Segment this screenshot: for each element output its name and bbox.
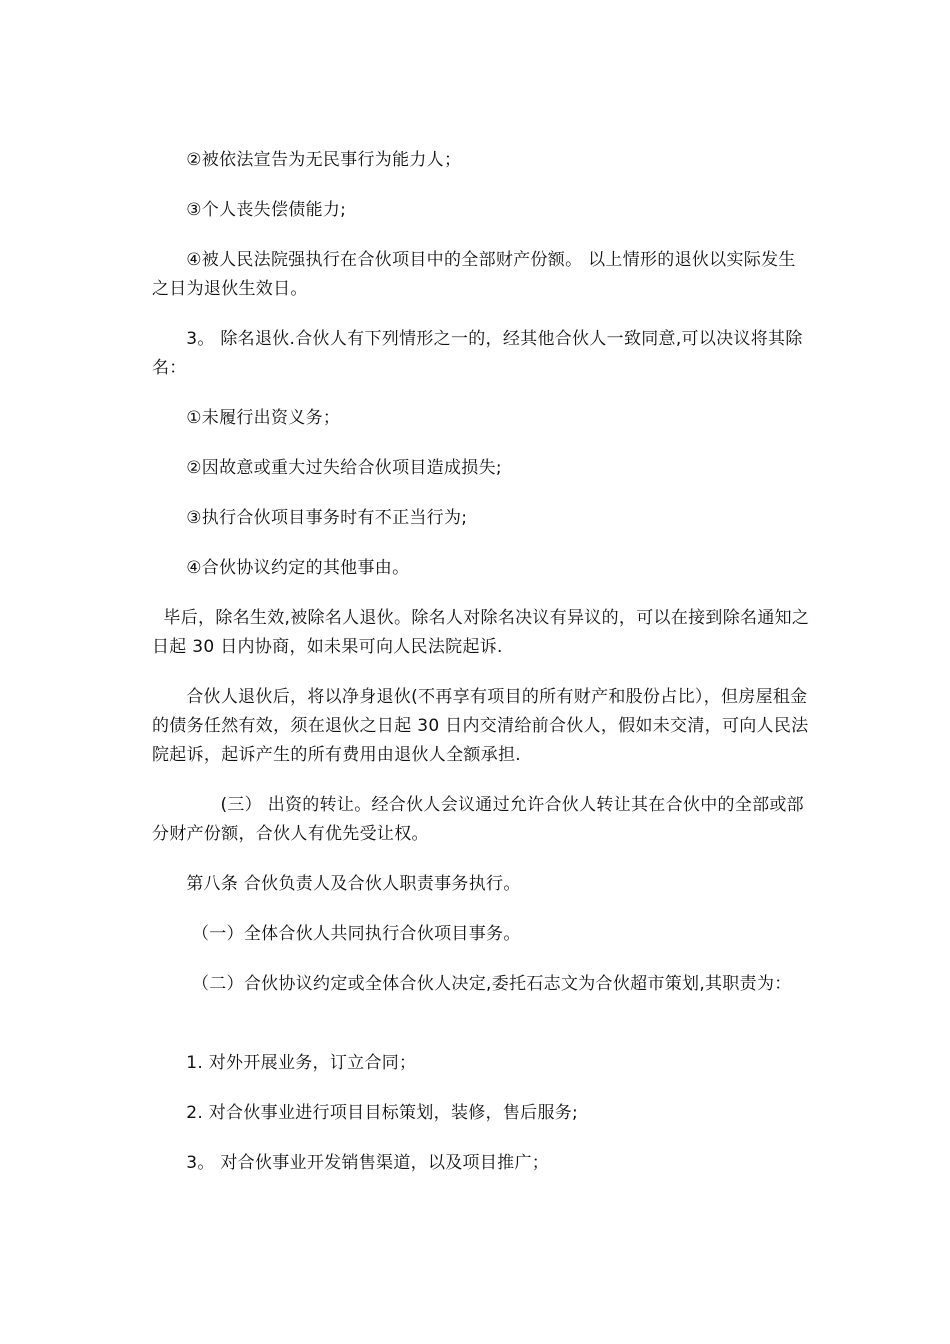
paragraph-misconduct: ③执行合伙项目事务时有不正当行为; <box>152 508 468 528</box>
paragraph-expulsion-effect: 毕后，除名生效,被除名人退伙。除名人对除名决议有异议的，可以在接到除名通知之日起 30 日内协商，如未果可向人民法院起诉. <box>152 608 810 657</box>
list-item-business: 1. 对外开展业务，订立合同； <box>152 1053 417 1073</box>
paragraph-enforcement: ④被人民法院强执行在合伙项目中的全部财产份额。 以上情形的退伙以实际发生之日为退伙生效日。 <box>152 250 796 299</box>
list-item-channels: 3。 对合伙事业开发销售渠道，以及项目推广； <box>152 1153 550 1173</box>
paragraph-delegation: （二）合伙协议约定或全体合伙人决定,委托石志文为合伙超市策划,其职责为： <box>152 974 792 994</box>
paragraph-withdrawal-terms: 合伙人退伙后，将以净身退伙(不再享有项目的所有财产和股份占比），但房屋租金的债务任然有效，须在退伙之日起 30 日内交清给前合伙人，假如未交清，可向人民法院起诉，起诉产生的所有费用由退伙人全额承担. <box>152 687 809 765</box>
paragraph-insolvency: ③个人丧失偿债能力; <box>152 200 347 220</box>
paragraph-other-causes: ④合伙协议约定的其他事由。 <box>152 558 410 578</box>
list-item-planning: 2. 对合伙事业进行项目目标策划，装修，售后服务; <box>152 1103 579 1123</box>
paragraph-unpaid-capital: ①未履行出资义务； <box>152 408 341 428</box>
paragraph-article-eight: 第八条 合伙负责人及合伙人职责事务执行。 <box>152 874 521 894</box>
paragraph-expulsion: 3。 除名退伙.合伙人有下列情形之一的，经其他合伙人一致同意,可以决议将其除名： <box>152 329 803 378</box>
paragraph-negligence: ②因故意或重大过失给合伙项目造成损失; <box>152 458 502 478</box>
paragraph-joint-execution: （一）全体合伙人共同执行合伙项目事务。 <box>152 924 521 944</box>
paragraph-transfer: (三） 出资的转让。经合伙人会议通过允许合伙人转让其在合伙中的全部或部分财产份额，合伙人有优先受让权。 <box>152 795 804 844</box>
paragraph-incapacity: ②被依法宣告为无民事行为能力人； <box>152 150 462 170</box>
